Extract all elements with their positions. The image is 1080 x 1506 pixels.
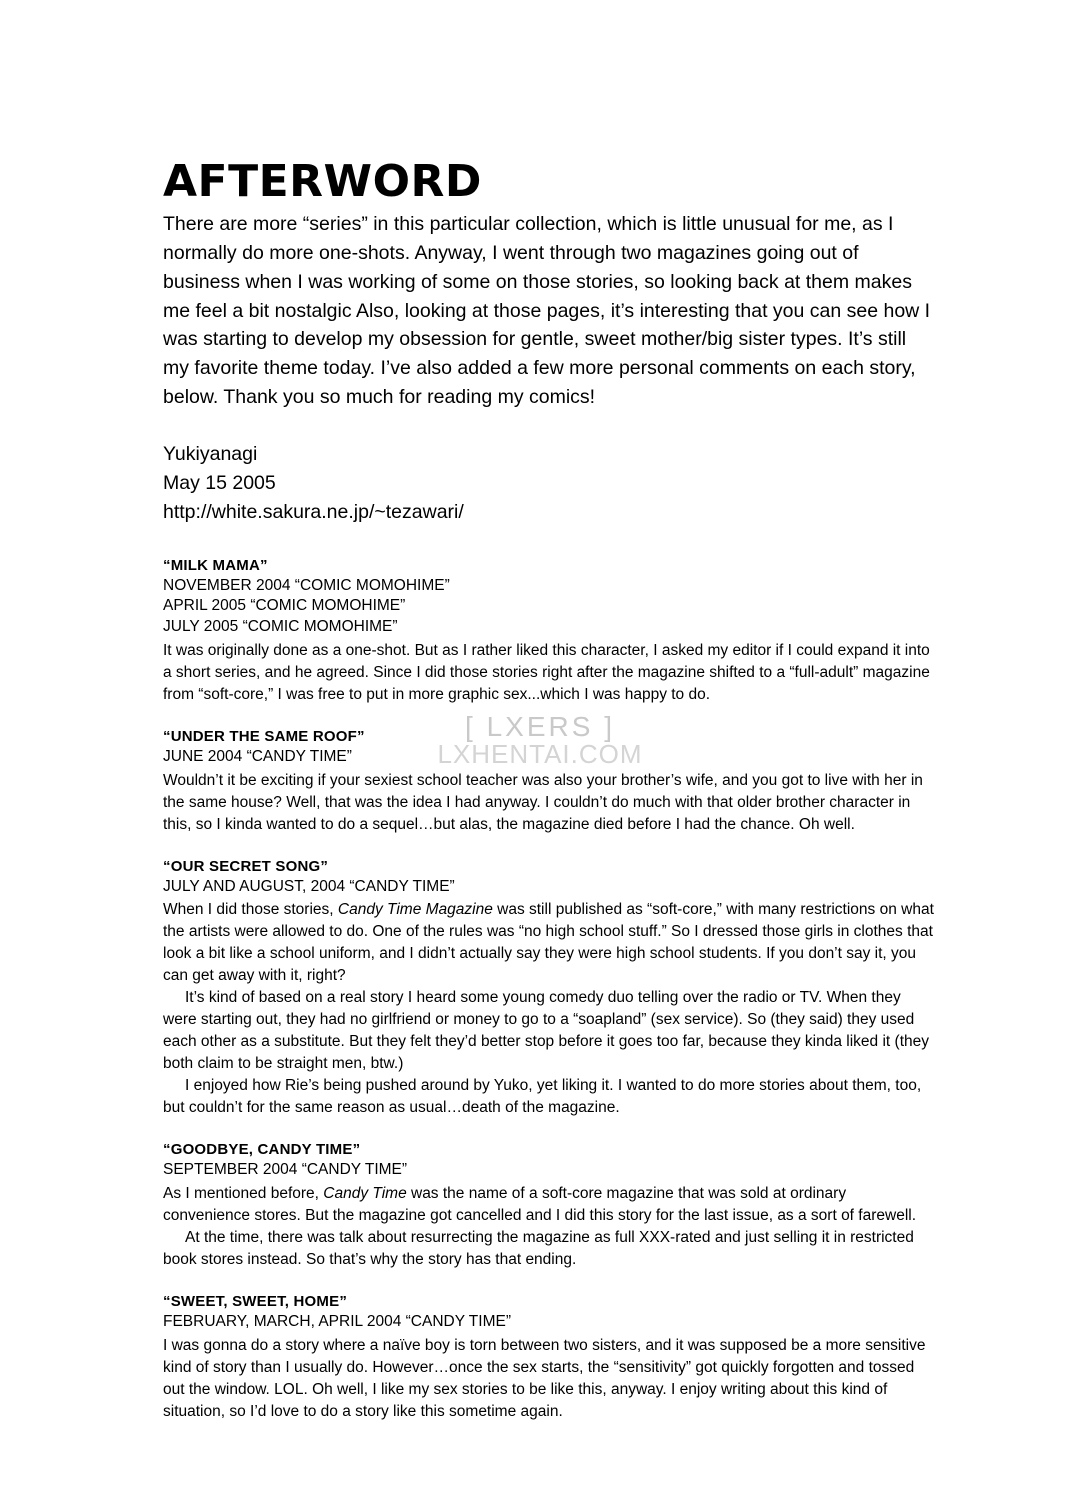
- signature-url: http://white.sakura.ne.jp/~tezawari/: [163, 500, 464, 523]
- story-note-body: [163, 899, 935, 1119]
- credit-line: SEPTEMBER 2004 “CANDY TIME”: [163, 1161, 408, 1179]
- story-note-body: [163, 1183, 935, 1271]
- story-note-paragraph: I was gonna do a story where a naïve boy is torn between two sisters, and it was supposed be a more sensitive kind of story than I usually do. However…once the sex starts, the “sensitivity” got quickly forgotten and tossed out the window. LOL. Oh well, I like my sex stories to be like this, anyway. I enjoy writing about this kind of situation, so I’d love to do a story like this sometime again.: [163, 1336, 926, 1420]
- watermark-line-1: [ LXERS ]: [465, 711, 615, 742]
- afterword-content: [163, 156, 935, 1445]
- story-note-body: [163, 770, 935, 836]
- story-note-body: [163, 640, 935, 706]
- story-note-paragraph: It was originally done as a one-shot. But as I rather liked this character, I asked my editor if I could expand it into a short series, and he agreed. Since I did those stories right after the magazine shifted to a “full-adult” magazine from “soft-core,” I was free to put in more graphic sex...which I was happy to do.: [163, 641, 930, 703]
- watermark-line-2: LXHENTAI.COM: [437, 739, 643, 770]
- story-note-paragraph: I enjoyed how Rie’s being pushed around by Yuko, yet liking it. I wanted to do more stories about them, too, but couldn’t for the same reason as usual…death of the magazine.: [163, 1077, 922, 1117]
- signature-author: Yukiyanagi: [163, 443, 258, 466]
- story-note-section: [163, 728, 935, 836]
- story-note-credits: [163, 877, 935, 898]
- story-note-paragraph: As I mentioned before, Candy Time was the name of a soft-core magazine that was sold at ordinary convenience stores. But the magazine got cancelled and I did this story for the last issue, as a sort of farewell.: [163, 1185, 917, 1225]
- story-note-section: [163, 557, 935, 706]
- credit-line: JUNE 2004 “CANDY TIME”: [163, 747, 352, 765]
- story-note-title: “GOODBYE, CANDY TIME”: [163, 1141, 361, 1159]
- story-note-credits: [163, 1312, 935, 1333]
- credit-line: APRIL 2005 “COMIC MOMOHIME”: [163, 597, 406, 615]
- story-note-paragraph: When I did those stories, Candy Time Magazine was still published as “soft-core,” with many restrictions on what the artists were allowed to do. One of the rules was “no high school stuff.” So I dressed those girls in clothes that look a bit like a school uniform, and I didn’t actually say they were high school students. If you don’t say it, you can get away with it, right?: [163, 901, 934, 985]
- intro-paragraph: There are more “series” in this particular collection, which is little unusual for me, as I normally do more one-shots. Anyway, I went through two magazines going out of business when I was working of some on those stories, so looking back at them makes me feel a bit nostalgic Also, looking at those pages, it’s interesting that you can see how I was starting to develop my obsession for gentle, sweet mother/big sister types. It’s still my favorite theme today. I’ve also added a few more personal comments on each story, below. Thank you so much for reading my comics!: [163, 213, 931, 409]
- story-notes-list: [163, 557, 935, 1423]
- story-note-section: [163, 1293, 935, 1423]
- story-note-credits: [163, 747, 935, 768]
- credit-line: FEBRUARY, MARCH, APRIL 2004 “CANDY TIME”: [163, 1313, 511, 1331]
- story-note-body: [163, 1335, 935, 1423]
- story-note-paragraph: Wouldn’t it be exciting if your sexiest school teacher was also your brother’s wife, and you got to live with her in the same house? Well, that was the idea I had anyway. I couldn’t do much with that older brother character in this, so I kinda wanted to do a sequel…but alas, the magazine died before I had the chance. Oh well.: [163, 771, 923, 833]
- story-note-title: “SWEET, SWEET, HOME”: [163, 1293, 348, 1311]
- story-note-section: [163, 1141, 935, 1271]
- story-note-credits: [163, 576, 935, 638]
- story-note-title: “UNDER THE SAME ROOF”: [163, 727, 365, 745]
- signature-block: [163, 440, 935, 527]
- credit-line: JULY AND AUGUST, 2004 “CANDY TIME”: [163, 877, 455, 895]
- story-note-section: [163, 858, 935, 1120]
- signature-date: May 15 2005: [163, 471, 276, 494]
- story-note-title: “MILK MAMA”: [163, 556, 268, 574]
- story-note-credits: [163, 1160, 935, 1181]
- story-note-title: “OUR SECRET SONG”: [163, 857, 329, 875]
- story-note-paragraph: It’s kind of based on a real story I heard some young comedy duo telling over the radio or TV. When they were starting out, they had no girlfriend or money to go to a “soapland” (sex service). So (they said) they used each other as a substitute. But they felt they’d better stop before it goes too far, because they kinda liked it (they both claim to be straight men, btw.): [163, 989, 929, 1073]
- credit-line: JULY 2005 “COMIC MOMOHIME”: [163, 618, 398, 636]
- story-note-paragraph: At the time, there was talk about resurrecting the magazine as full XXX-rated and just selling it in restricted book stores instead. So that’s why the story has that ending.: [163, 1229, 914, 1269]
- credit-line: NOVEMBER 2004 “COMIC MOMOHIME”: [163, 576, 450, 594]
- page-title: AFTERWORD: [163, 156, 482, 207]
